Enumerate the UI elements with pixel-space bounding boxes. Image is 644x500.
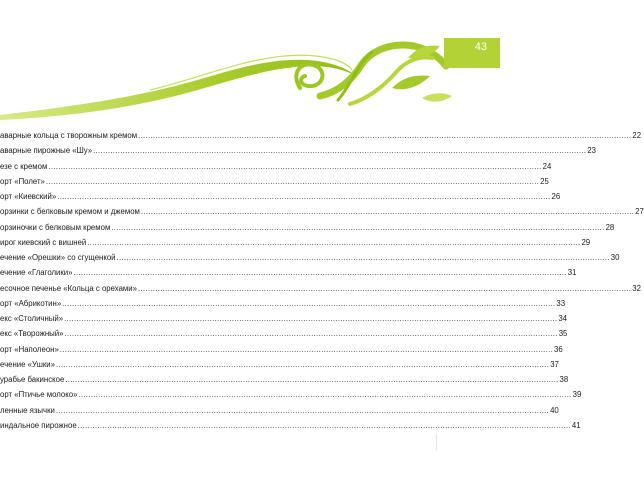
toc-entry-title: орт «Киевский»: [0, 192, 57, 201]
toc-entry-title: езе с кремом: [0, 161, 48, 171]
toc-entry-title: екс «Творожный»: [0, 329, 64, 339]
toc-entry: [0, 416, 581, 431]
toc-entry-page: 28: [605, 222, 615, 232]
toc-entry-title: ечение «Ушки»: [0, 359, 55, 369]
toc-entry: [0, 355, 559, 370]
toc-entry-title: екс «Столичный»: [0, 314, 64, 323]
toc-entry-page: 37: [550, 359, 559, 369]
toc-entry-page: 25: [540, 176, 549, 186]
toc-entry-title: ленные язычки: [0, 405, 55, 415]
toc-entry-title: аварные кольца с творожным кремом: [0, 131, 138, 140]
toc-entry-page: 40: [550, 405, 559, 415]
toc-dot-leader: ........................................................................................................................................................................................................: [64, 329, 558, 339]
toc-dot-leader: ........................................................................................................................................................................................................: [138, 131, 632, 140]
toc-dot-leader: ........................................................................................................................................................................................................: [59, 344, 554, 354]
toc-dot-leader: ........................................................................................................................................................................................................: [140, 207, 635, 217]
toc-dot-leader: ........................................................................................................................................................................................................: [57, 192, 551, 201]
toc-entry-title: орт «Полет»: [0, 176, 45, 186]
toc-dot-leader: ........................................................................................................................................................................................................: [138, 283, 632, 293]
toc-dot-leader: ........................................................................................................................................................................................................: [55, 359, 550, 369]
toc-entry: [0, 172, 549, 187]
toc-entry-title: орт «Наполеон»: [0, 344, 59, 354]
toc-entry: [0, 233, 591, 248]
toc-entry-title: индальное пирожное: [0, 420, 77, 430]
toc-dot-leader: ........................................................................................................................................................................................................: [73, 268, 567, 278]
toc-entry-page: 34: [558, 314, 568, 323]
toc-dot-leader: ........................................................................................................................................................................................................: [111, 222, 605, 232]
toc-dot-leader: ........................................................................................................................................................................................................: [55, 405, 550, 415]
toc-entry-title: орзиночки с белковым кремом: [0, 222, 111, 232]
toc-entry-page: 31: [567, 268, 577, 278]
page-number: 43: [474, 41, 487, 53]
toc-entry-title: урабье бакинское: [0, 375, 65, 384]
toc-entry: [0, 294, 566, 309]
toc-entry-title: орт «Абрикотин»: [0, 298, 62, 308]
toc-entry-page: 39: [572, 390, 582, 400]
toc-entry-title: ечение «Глаголики»: [0, 268, 73, 278]
toc-entry: [0, 279, 641, 294]
toc-dot-leader: ........................................................................................................................................................................................................: [64, 314, 558, 323]
toc-entry: [0, 324, 568, 339]
toc-dot-leader: ........................................................................................................................................................................................................: [116, 253, 610, 262]
toc-entry-page: 27: [635, 207, 644, 217]
toc-entry-title: ечение «Орешки» со сгущенкой: [0, 253, 116, 262]
toc-entry: [0, 248, 620, 263]
toc-entry-page: 33: [556, 298, 566, 308]
toc-entry-title: есочное печенье «Кольца с орехами»: [0, 283, 137, 293]
toc-entry-page: 29: [581, 237, 591, 247]
toc-entry-page: 38: [559, 375, 569, 384]
toc-entry: [0, 370, 569, 385]
toc-dot-leader: ........................................................................................................................................................................................................: [78, 390, 572, 400]
toc-entry: [0, 309, 568, 324]
toc-dot-leader: ........................................................................................................................................................................................................: [87, 237, 581, 247]
toc-entry-page: 22: [632, 131, 642, 140]
toc-entry-page: 41: [571, 420, 581, 430]
toc-entry-page: 24: [542, 161, 552, 171]
toc-entry-page: 23: [587, 146, 597, 156]
toc-entry-page: 35: [558, 329, 568, 339]
toc-dot-leader: ........................................................................................................................................................................................................: [48, 161, 542, 171]
toc-entry-title: аварные пирожные «Шу»: [0, 146, 93, 156]
page-number-tab: [444, 38, 500, 68]
toc-dot-leader: ........................................................................................................................................................................................................: [93, 146, 587, 156]
green-swirl-ornament: [0, 0, 500, 125]
toc-entry: [0, 340, 563, 355]
toc-entry: [0, 218, 615, 233]
toc-entry-title: ирог киевский с вишней: [0, 237, 87, 247]
toc-dot-leader: ........................................................................................................................................................................................................: [62, 298, 556, 308]
toc-dot-leader: ........................................................................................................................................................................................................: [65, 375, 559, 384]
toc-entry-page: 30: [610, 253, 620, 262]
toc-dot-leader: ........................................................................................................................................................................................................: [45, 176, 540, 186]
toc-entry-page: 36: [554, 344, 563, 354]
toc-dot-leader: ........................................................................................................................................................................................................: [77, 420, 571, 430]
toc-entry-page: 26: [551, 192, 561, 201]
toc-entry-title: орт «Птичье молоко»: [0, 390, 78, 400]
toc-entry: [0, 401, 559, 416]
toc-entry-title: орзинки с белковым кремом и джемом: [0, 207, 140, 217]
toc-entry: [0, 187, 561, 202]
toc-entry: [0, 126, 642, 141]
toc-entry: [0, 263, 577, 278]
toc-entry: [0, 157, 552, 172]
toc-entry: [0, 202, 644, 217]
toc-entry: [0, 141, 597, 156]
toc-entry-page: 32: [632, 283, 641, 293]
divider: [436, 434, 437, 450]
toc-entry: [0, 385, 582, 400]
